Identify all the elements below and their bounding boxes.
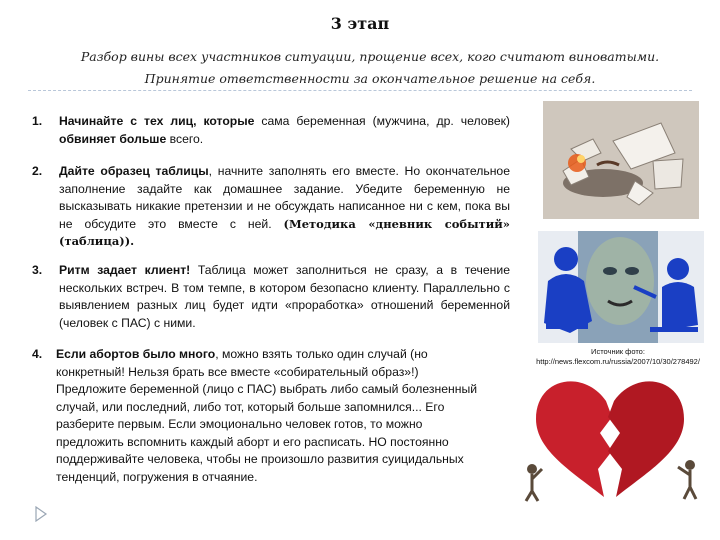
subtitle-line-1: Разбор вины всех участников ситуации, прощение всех, кого считают виноватыми. [80, 49, 660, 64]
photo-caption [516, 347, 720, 367]
list-item-1 [32, 113, 510, 148]
caption-label: Источник фото: [591, 347, 645, 356]
list-item-4 [32, 346, 492, 486]
slide-title: 3 этап [330, 14, 390, 33]
item-text: Начинайте с тех лиц, которые сама беременная (мужчина, др. человек) обвиняет больше всего. [59, 114, 510, 146]
subtitle-line-2: Принятие ответственности за окончательное решение на себя. [144, 71, 596, 86]
item-number: 1. [32, 114, 43, 128]
item-text: Дайте образец таблицы, начните заполнять его вместе. Но окончательное заполнение задайте как домашнее задание. Убедите беременную не высказывать никакие претензии и не обсуждать написанное ни с кем, пока вы не обсудите это вместе с ней. (Методика «дневник событий» (таблица)). [59, 164, 510, 248]
item-number: 2. [32, 164, 43, 178]
therapy-session-image [538, 231, 704, 343]
caption-source-link[interactable]: http://news.flexcom.ru/russia/2007/10/30/278492/ [536, 357, 700, 366]
item-text: Ритм задает клиент! Таблица может заполниться не сразу, а в течение нескольких встреч. В том темпе, в котором безопасно клиенту. Параллельно с выявлением разных лиц будет идти «проработка» отношений беременной (человек с ПАС) с ними. [59, 263, 510, 330]
item-text: Если абортов было много, можно взять только один случай (но конкретный! Нельзя брать все вместе «собирательный образ»!) Предложите беременной (лицо с ПАС) выбрать либо самый болезненный случай, или последний, либо тот, который больше запомнился... Его разберите первым. Если эмоционально человек готов, то можно предложить вспомнить каждый аборт и его расписать. НО постоянно поддерживайте человека, чтобы не произошло развития суицидальных тенденций, погружения в отчаяние. [56, 347, 478, 484]
broken-heart-image [514, 373, 704, 503]
broken-cup-image [543, 101, 699, 219]
slide-subtitle [40, 46, 700, 90]
list-item-3 [32, 262, 510, 332]
next-slide-arrow-icon[interactable] [34, 506, 48, 527]
header-divider [28, 90, 692, 91]
list-item-2 [32, 163, 510, 251]
item-number: 4. [32, 347, 43, 361]
item-number: 3. [32, 263, 43, 277]
method-reference: (Методика «дневник событий» (таблица)). [59, 216, 510, 248]
